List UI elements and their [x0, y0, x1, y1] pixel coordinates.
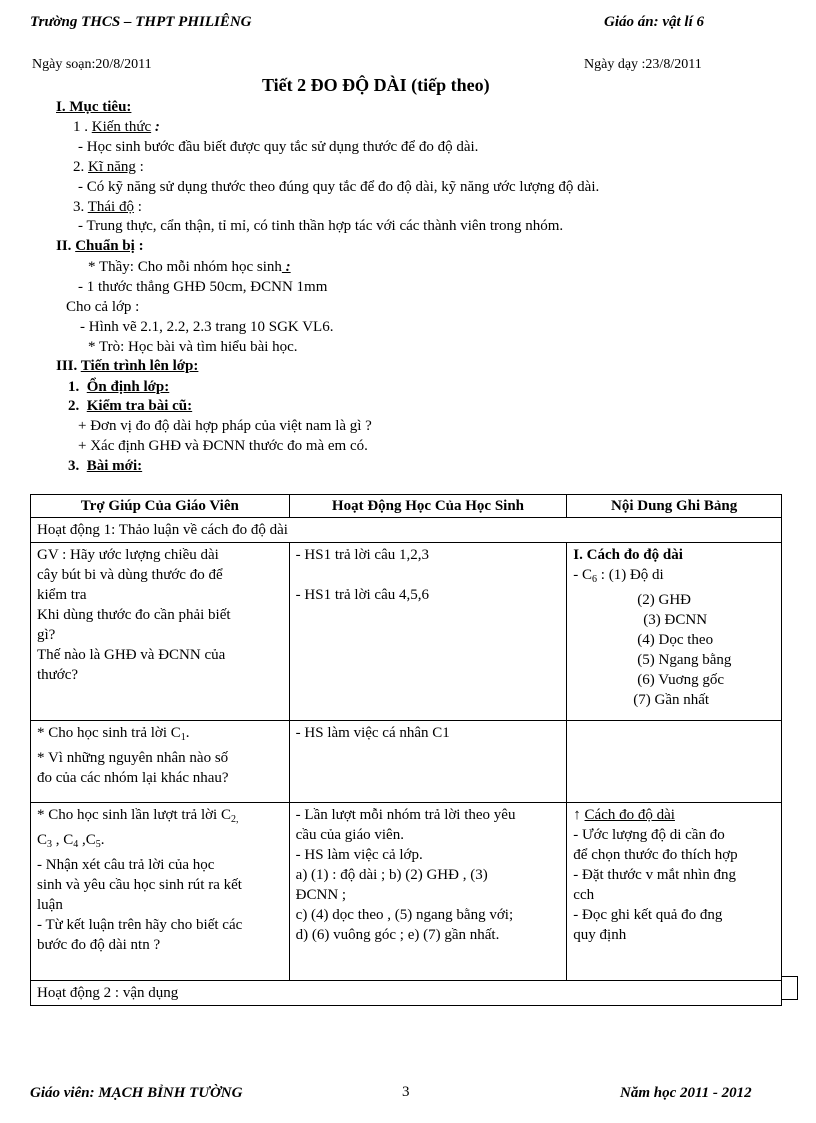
- row2-teacher: * Cho học sinh trả lời $C_1$. * Vì những nguyên nhân nào số đo của các nhóm lại khác nhau?: [31, 721, 290, 803]
- school-header: Trường THCS – THPT PHILIÊNG: [30, 14, 252, 30]
- objectives-heading: I. Mục tiêu:: [56, 99, 132, 115]
- table-header-row: [31, 495, 782, 518]
- review-question-2: + Xác định GHĐ và ĐCNN thước đo mà em có.: [78, 438, 368, 454]
- footer-year: Năm học 2011 - 2012: [620, 1085, 752, 1101]
- row1-teacher: GV : Hãy ước lượng chiều dài cây bút bi và dùng thước đo để kiểm tra Khi dùng thước đo cần phải biết gì? Thế nào là GHĐ và ĐCNN của thước?: [31, 543, 290, 721]
- attitude-text: - Trung thực, cẩn thận, tỉ mỉ, có tinh thần hợp tác với các thành viên trong nhóm.: [78, 218, 564, 234]
- skill-heading: 2. Kĩ năng :: [73, 159, 144, 175]
- row3-student: - Lần lượt mỗi nhóm trả lời theo yêu cầu của giáo viên. - HS làm việc cả lớp. a) (1) : độ dài ; b) (2) GHĐ , (3) ĐCNN ; c) (4) dọc theo , (5) ngang bằng với; d) (6) vuông góc ; e) (7) gần nhất.: [289, 803, 567, 981]
- row1-content: I. Cách đo độ dài - $C_6$ : (1) Độ di (2) GHĐ (3) ĐCNN (4) Dọc theo (5) Ngang bằng (6) Vuơng gốc (7) Gần nhất: [567, 543, 782, 721]
- lesson-table: [30, 494, 782, 1006]
- row3-teacher: * Cho học sinh lần lượt trả lời $C_{2,}$ $C_3$ , $C_4$ $,C_5$. - Nhận xét câu trả lời của học sinh và yêu cầu học sinh rút ra kết luận - Từ kết luận trên hãy cho biết các bước đo độ dài ntn ?: [31, 803, 290, 981]
- step-1: 1. Ổn định lớp:: [68, 379, 170, 395]
- student-prep: * Trò: Học bài và tìm hiểu bài học.: [88, 339, 298, 355]
- skill-text: - Có kỹ năng sử dụng thước theo đúng quy tắc để đo độ dài, kỹ năng ước lượng độ dài.: [78, 179, 600, 195]
- class-prep-item: - Hình vẽ 2.1, 2.2, 2.3 trang 10 SGK VL6.: [80, 319, 334, 335]
- activity-1-row: [31, 518, 782, 543]
- footer-teacher: Giáo viên: MẠCH BỈNH TƯỜNG: [30, 1085, 243, 1101]
- page-title: Tiết 2 ĐO ĐỘ DÀI (tiếp theo): [262, 75, 490, 95]
- knowledge-text: - Học sinh bước đầu biết được quy tắc sử dụng thước để đo độ dài.: [78, 139, 479, 155]
- teacher-prep-item: - 1 thước thẳng GHĐ 50cm, ĐCNN 1mm: [78, 279, 328, 295]
- table-row: [31, 721, 782, 803]
- page-number: 3: [402, 1084, 410, 1100]
- row2-student: - HS làm việc cá nhân C1: [289, 721, 567, 803]
- review-question-1: + Đơn vị đo độ dài hợp pháp của việt nam là gì ?: [78, 418, 372, 434]
- step-2: 2. Kiểm tra bài cũ:: [68, 398, 193, 414]
- preparation-heading: II. Chuẩn bị :: [56, 238, 144, 254]
- date-taught: Ngày dạy :23/8/2011: [584, 57, 702, 72]
- table-row: [31, 803, 782, 981]
- header-student: Hoạt Động Học Của Học Sinh: [289, 495, 567, 518]
- plan-header: Giáo án: vật lí 6: [604, 14, 704, 30]
- row3-content: ↑ Cách đo độ dài - Ước lượng độ di cần đo để chọn thước đo thích hợp - Đặt thước v mắt nhìn đng cch - Đọc ghi kết quả đo đng quy định: [567, 803, 782, 981]
- activity-1-title: Hoạt động 1: Thảo luận về cách đo độ dài: [31, 518, 782, 543]
- row2-content: [567, 721, 782, 803]
- activity-2-row: [31, 981, 782, 1006]
- row1-student: - HS1 trả lời câu 1,2,3 - HS1 trả lời câu 4,5,6: [289, 543, 567, 721]
- table-edge-cell: [782, 976, 798, 1000]
- header-teacher: Trợ Giúp Của Giáo Viên: [31, 495, 290, 518]
- up-arrow-icon: ↑: [573, 807, 581, 823]
- step-3: 3. Bài mới:: [68, 458, 143, 474]
- table-row: [31, 543, 782, 721]
- class-prep-label: Cho cả lớp :: [66, 299, 140, 315]
- knowledge-heading: 1 . Kiến thức :: [73, 119, 160, 135]
- date-prepared: Ngày soạn:20/8/2011: [32, 57, 152, 72]
- header-content: Nội Dung Ghi Bảng: [567, 495, 782, 518]
- attitude-heading: 3. Thái độ :: [73, 199, 142, 215]
- activity-2-title: Hoạt động 2 : vận dụng: [31, 981, 782, 1006]
- procedure-heading: III. Tiến trình lên lớp:: [56, 358, 199, 374]
- teacher-prep: * Thầy: Cho mỗi nhóm học sinh :: [88, 259, 291, 275]
